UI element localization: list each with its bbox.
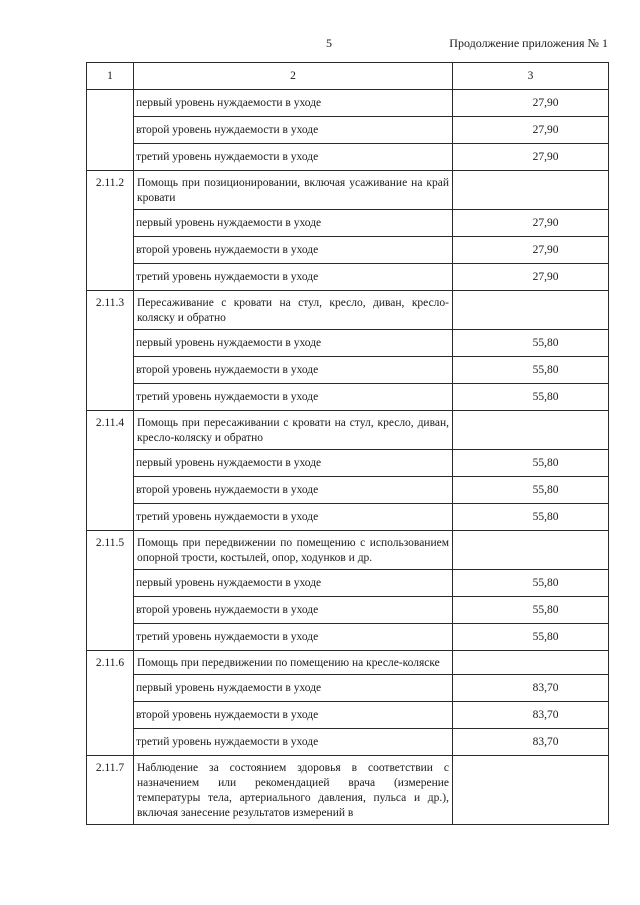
level-label: первый уровень нуждаемости в уходе (134, 570, 453, 597)
service-row (87, 291, 609, 330)
table-row (87, 702, 609, 729)
service-row (87, 411, 609, 450)
level-label: первый уровень нуждаемости в уходе (134, 675, 453, 702)
tariff-value: 55,80 (453, 624, 609, 651)
tariff-value: 27,90 (453, 237, 609, 264)
level-label: второй уровень нуждаемости в уходе (134, 117, 453, 144)
level-label: третий уровень нуждаемости в уходе (134, 729, 453, 756)
table-row (87, 144, 609, 171)
service-title: Помощь при передвижении по помещению с использованием опорной трости, костылей, опор, ходунков и др. (134, 531, 453, 570)
table-row (87, 624, 609, 651)
service-row (87, 171, 609, 210)
service-code: 2.11.4 (87, 411, 134, 531)
table-row (87, 597, 609, 624)
level-label: первый уровень нуждаемости в уходе (134, 210, 453, 237)
tariff-value: 55,80 (453, 570, 609, 597)
tariff-table (86, 62, 609, 825)
level-label: третий уровень нуждаемости в уходе (134, 624, 453, 651)
service-code: 2.11.6 (87, 651, 134, 756)
table-row (87, 477, 609, 504)
service-title: Наблюдение за состоянием здоровья в соответствии с назначением или рекомендацией врача (измерение температуры тела, артериального давления, пульса и др.), включая занесение результатов измерений в (134, 756, 453, 825)
level-label: третий уровень нуждаемости в уходе (134, 504, 453, 531)
empty-value-cell (453, 291, 609, 330)
tariff-value: 83,70 (453, 675, 609, 702)
table-row (87, 117, 609, 144)
table-row (87, 237, 609, 264)
tariff-value: 27,90 (453, 117, 609, 144)
table-row (87, 729, 609, 756)
level-label: второй уровень нуждаемости в уходе (134, 357, 453, 384)
table-row (87, 450, 609, 477)
table-row (87, 90, 609, 117)
service-code: 2.11.3 (87, 291, 134, 411)
service-row (87, 531, 609, 570)
table-row (87, 675, 609, 702)
empty-value-cell (453, 651, 609, 675)
column-header-2: 2 (134, 63, 453, 90)
service-title: Помощь при передвижении по помещению на кресле-коляске (134, 651, 453, 675)
tariff-value: 27,90 (453, 210, 609, 237)
empty-value-cell (453, 756, 609, 825)
tariff-value: 83,70 (453, 702, 609, 729)
level-label: второй уровень нуждаемости в уходе (134, 702, 453, 729)
empty-value-cell (453, 171, 609, 210)
table-row (87, 264, 609, 291)
level-label: третий уровень нуждаемости в уходе (134, 144, 453, 171)
level-label: второй уровень нуждаемости в уходе (134, 477, 453, 504)
tariff-value: 55,80 (453, 504, 609, 531)
tariff-value: 27,90 (453, 144, 609, 171)
service-title: Помощь при позиционировании, включая усаживание на край кровати (134, 171, 453, 210)
tariff-value: 55,80 (453, 477, 609, 504)
level-label: первый уровень нуждаемости в уходе (134, 450, 453, 477)
tariff-value: 55,80 (453, 450, 609, 477)
service-title: Помощь при пересаживании с кровати на стул, кресло, диван, кресло-коляску и обратно (134, 411, 453, 450)
tariff-value: 55,80 (453, 330, 609, 357)
service-code: 2.11.2 (87, 171, 134, 291)
continuation-label: Продолжение приложения № 1 (449, 36, 608, 50)
service-code: 2.11.7 (87, 756, 134, 825)
level-label: третий уровень нуждаемости в уходе (134, 264, 453, 291)
column-header-3: 3 (453, 63, 609, 90)
tariff-value: 27,90 (453, 90, 609, 117)
level-label: второй уровень нуждаемости в уходе (134, 237, 453, 264)
code-cell-empty (87, 90, 134, 171)
table-header-row (87, 63, 609, 90)
level-label: третий уровень нуждаемости в уходе (134, 384, 453, 411)
page-number: 5 (326, 36, 332, 50)
table-row (87, 357, 609, 384)
tariff-value: 55,80 (453, 357, 609, 384)
tariff-value: 27,90 (453, 264, 609, 291)
tariff-value: 83,70 (453, 729, 609, 756)
service-row (87, 651, 609, 675)
empty-value-cell (453, 531, 609, 570)
level-label: первый уровень нуждаемости в уходе (134, 90, 453, 117)
table-row (87, 210, 609, 237)
service-code: 2.11.5 (87, 531, 134, 651)
service-row (87, 756, 609, 825)
table-row (87, 570, 609, 597)
empty-value-cell (453, 411, 609, 450)
level-label: второй уровень нуждаемости в уходе (134, 597, 453, 624)
service-title: Пересаживание с кровати на стул, кресло, диван, кресло-коляску и обратно (134, 291, 453, 330)
table-row (87, 504, 609, 531)
table-row (87, 330, 609, 357)
tariff-value: 55,80 (453, 597, 609, 624)
table-row (87, 384, 609, 411)
level-label: первый уровень нуждаемости в уходе (134, 330, 453, 357)
tariff-value: 55,80 (453, 384, 609, 411)
column-header-1: 1 (87, 63, 134, 90)
